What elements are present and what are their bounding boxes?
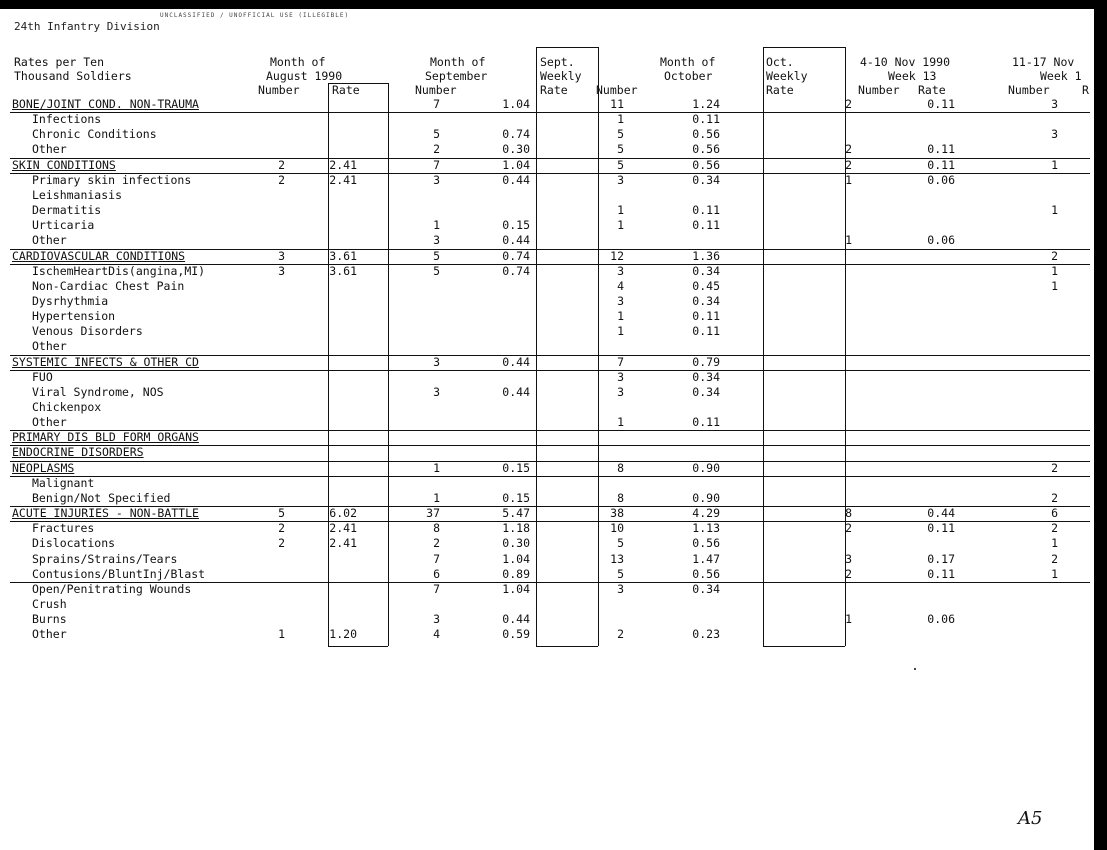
cell-aug-number: 2	[278, 521, 285, 536]
cell-sep-weekly-rate: 0.30	[502, 536, 530, 551]
cell-oct-weekly-rate: 0.11	[692, 203, 720, 218]
cell-oct-number: 1	[617, 203, 624, 218]
sep-number-header: Number	[415, 83, 457, 97]
cell-sep-number: 1	[433, 218, 440, 233]
cell-oct-weekly-rate: 1.13	[692, 521, 720, 536]
cell-nov11-number: 2	[1051, 248, 1058, 263]
aug-number-header: Number	[258, 83, 300, 97]
cell-sep-weekly-rate: 0.59	[502, 627, 530, 642]
cell-nov4-number: 1	[845, 233, 852, 248]
subcategory-label: Other	[32, 142, 67, 157]
cell-aug-number: 1	[278, 627, 285, 642]
cell-oct-number: 3	[617, 581, 624, 596]
row-divider	[10, 506, 1090, 507]
cell-nov4-number: 2	[845, 566, 852, 581]
category-label: NEOPLASMS	[12, 460, 75, 475]
cell-oct-number: 8	[617, 490, 624, 505]
scan-top-border	[0, 0, 1107, 9]
cell-oct-number: 3	[617, 293, 624, 308]
row-divider	[10, 445, 1090, 446]
cell-sep-number: 7	[433, 157, 440, 172]
division-title: 24th Infantry Division	[14, 20, 160, 33]
row-divider	[10, 430, 1090, 431]
subcategory-label: Burns	[32, 612, 67, 627]
cell-oct-number: 11	[610, 97, 624, 111]
cell-oct-number: 13	[610, 551, 624, 566]
cell-sep-number: 5	[433, 263, 440, 278]
subcategory-label: Hypertension	[32, 309, 116, 324]
aug-header-line1: Month of	[270, 55, 326, 69]
cell-aug-number: 5	[278, 506, 285, 521]
category-label: SYSTEMIC INFECTS & OTHER CD	[12, 354, 199, 369]
column-divider	[845, 47, 846, 646]
nov11-number-header: Number	[1008, 83, 1050, 97]
cell-sep-number: 7	[433, 581, 440, 596]
subcategory-label: Leishmaniasis	[32, 187, 123, 202]
cell-sep-weekly-rate: 0.74	[502, 248, 530, 263]
column-divider	[536, 47, 537, 646]
cell-oct-number: 5	[617, 127, 624, 142]
subcategory-label: Other	[32, 415, 67, 430]
cell-oct-number: 12	[610, 248, 624, 263]
cell-sep-number: 1	[433, 460, 440, 475]
cell-nov4-number: 2	[845, 142, 852, 157]
nov4-header-line2: Week 13	[888, 69, 937, 83]
nov4-number-header: Number	[858, 83, 900, 97]
category-label: SKIN CONDITIONS	[12, 157, 116, 172]
sep-weekly-header-line1: Sept.	[540, 55, 575, 69]
cell-sep-weekly-rate: 0.44	[502, 384, 530, 399]
column-box-edge	[536, 47, 598, 48]
cell-oct-number: 5	[617, 536, 624, 551]
cell-sep-number: 3	[433, 172, 440, 187]
cell-nov4-rate: 0.11	[927, 566, 955, 581]
cell-sep-weekly-rate: 1.04	[502, 157, 530, 172]
row-divider	[10, 476, 1090, 477]
cell-sep-weekly-rate: 0.44	[502, 354, 530, 369]
cell-nov11-number: 1	[1051, 566, 1058, 581]
cell-sep-number: 2	[433, 142, 440, 157]
cell-aug-rate: 1.20	[329, 627, 357, 642]
nov4-rate-header: Rate	[918, 83, 946, 97]
cell-oct-number: 3	[617, 263, 624, 278]
cell-oct-number: 1	[617, 112, 624, 127]
column-box-edge	[763, 646, 845, 647]
cell-nov4-rate: 0.17	[927, 551, 955, 566]
subcategory-label: Urticaria	[32, 218, 95, 233]
cell-aug-number: 2	[278, 172, 285, 187]
cell-nov4-number: 2	[845, 521, 852, 536]
cell-sep-number: 7	[433, 97, 440, 111]
cell-sep-number: 4	[433, 627, 440, 642]
cell-nov11-number: 6	[1051, 506, 1058, 521]
cell-oct-number: 5	[617, 157, 624, 172]
cell-oct-weekly-rate: 0.23	[692, 627, 720, 642]
cell-nov4-rate: 0.11	[927, 142, 955, 157]
nov11-header-line1: 11-17 Nov	[1012, 55, 1075, 69]
column-divider	[763, 47, 764, 646]
cell-nov11-number: 1	[1051, 263, 1058, 278]
subcategory-label: FUO	[32, 369, 53, 384]
cell-sep-number: 3	[433, 233, 440, 248]
cell-oct-number: 3	[617, 369, 624, 384]
cell-sep-weekly-rate: 1.18	[502, 521, 530, 536]
category-label: CARDIOVASCULAR CONDITIONS	[12, 248, 186, 263]
cell-nov4-number: 2	[845, 97, 852, 111]
row-divider	[10, 461, 1090, 462]
cell-nov4-number: 1	[845, 612, 852, 627]
cell-oct-weekly-rate: 0.11	[692, 309, 720, 324]
cell-oct-weekly-rate: 0.56	[692, 157, 720, 172]
aug-header-line2: August 1990	[266, 69, 343, 83]
cell-aug-rate: 2.41	[329, 172, 357, 187]
cell-oct-weekly-rate: 0.34	[692, 581, 720, 596]
subcategory-label: Chronic Conditions	[32, 127, 157, 142]
row-divider	[10, 370, 1090, 371]
row-divider	[10, 112, 1090, 113]
cell-oct-number: 1	[617, 218, 624, 233]
oct-number-header: Number	[596, 83, 638, 97]
row-divider	[10, 264, 1090, 265]
cell-oct-number: 1	[617, 415, 624, 430]
cell-sep-weekly-rate: 1.04	[502, 97, 530, 111]
row-divider	[10, 355, 1090, 356]
cell-oct-weekly-rate: 0.56	[692, 127, 720, 142]
column-divider	[328, 83, 329, 646]
subcategory-label: Other	[32, 627, 67, 642]
cell-oct-number: 1	[617, 309, 624, 324]
subcategory-label: Infections	[32, 112, 102, 127]
category-label: ENDOCRINE DISORDERS	[12, 445, 144, 460]
cell-oct-weekly-rate: 0.90	[692, 490, 720, 505]
cell-nov11-number: 1	[1051, 203, 1058, 218]
cell-oct-weekly-rate: 0.56	[692, 566, 720, 581]
cell-nov4-rate: 0.06	[927, 233, 955, 248]
cell-nov4-rate: 0.11	[927, 521, 955, 536]
cell-oct-number: 10	[610, 521, 624, 536]
oct-weekly-header-line2: Weekly	[766, 69, 808, 83]
cell-oct-number: 2	[617, 627, 624, 642]
cell-nov11-number: 1	[1051, 278, 1058, 293]
sep-header-line1: Month of	[430, 55, 486, 69]
row-divider	[10, 158, 1090, 159]
cell-sep-number: 2	[433, 536, 440, 551]
cell-oct-weekly-rate: 4.29	[692, 506, 720, 521]
subcategory-label: Malignant	[32, 475, 95, 490]
column-box-edge	[763, 47, 845, 48]
subcategory-label: Contusions/BluntInj/Blast	[32, 566, 206, 581]
cell-oct-weekly-rate: 0.45	[692, 278, 720, 293]
cell-nov4-number: 8	[845, 506, 852, 521]
cell-nov4-rate: 0.06	[927, 172, 955, 187]
subcategory-label: Sprains/Strains/Tears	[32, 551, 178, 566]
cell-sep-number: 3	[433, 384, 440, 399]
aug-rate-header: Rate	[332, 83, 360, 97]
cell-oct-weekly-rate: 1.47	[692, 551, 720, 566]
cell-nov11-number: 2	[1051, 460, 1058, 475]
cell-sep-weekly-rate: 0.15	[502, 460, 530, 475]
cell-aug-rate: 3.61	[329, 248, 357, 263]
cell-oct-weekly-rate: 0.34	[692, 369, 720, 384]
cell-oct-weekly-rate: 1.36	[692, 248, 720, 263]
cell-nov11-number: 2	[1051, 551, 1058, 566]
cell-nov11-number: 3	[1051, 127, 1058, 142]
sep-header-line2: September	[425, 69, 488, 83]
row-label-header-line1: Rates per Ten	[14, 55, 105, 69]
cell-sep-number: 1	[433, 490, 440, 505]
category-label: PRIMARY DIS BLD FORM ORGANS	[12, 430, 199, 445]
oct-weekly-header-line1: Oct.	[766, 55, 794, 69]
nov11-header-line2: Week 1	[1040, 69, 1082, 83]
cell-oct-weekly-rate: 0.56	[692, 142, 720, 157]
cell-oct-number: 7	[617, 354, 624, 369]
subcategory-label: Viral Syndrome, NOS	[32, 384, 164, 399]
cell-oct-number: 5	[617, 142, 624, 157]
cell-oct-number: 1	[617, 324, 624, 339]
cell-sep-number: 8	[433, 521, 440, 536]
cell-nov4-number: 2	[845, 157, 852, 172]
cell-nov11-number: 1	[1051, 157, 1058, 172]
nov11-rate-header: R	[1082, 83, 1089, 97]
cell-oct-weekly-rate: 0.11	[692, 218, 720, 233]
cell-oct-number: 38	[610, 506, 624, 521]
cell-sep-number: 7	[433, 551, 440, 566]
cell-aug-number: 3	[278, 248, 285, 263]
cell-oct-weekly-rate: 0.34	[692, 263, 720, 278]
oct-header-line2: October	[664, 69, 713, 83]
cell-oct-weekly-rate: 0.11	[692, 415, 720, 430]
subcategory-label: Dermatitis	[32, 203, 102, 218]
cell-aug-number: 2	[278, 157, 285, 172]
cell-sep-weekly-rate: 0.44	[502, 612, 530, 627]
cell-nov4-rate: 0.06	[927, 612, 955, 627]
subcategory-label: Dysrhythmia	[32, 293, 109, 308]
cell-oct-weekly-rate: 0.34	[692, 384, 720, 399]
cell-nov4-rate: 0.11	[927, 97, 955, 111]
cell-nov4-number: 3	[845, 551, 852, 566]
cell-oct-number: 8	[617, 460, 624, 475]
sep-weekly-rate-header: Rate	[540, 83, 568, 97]
cell-sep-weekly-rate: 0.30	[502, 142, 530, 157]
row-divider	[10, 173, 1090, 174]
cell-sep-weekly-rate: 0.15	[502, 218, 530, 233]
subcategory-label: Dislocations	[32, 536, 116, 551]
cell-oct-number: 3	[617, 172, 624, 187]
cell-sep-number: 6	[433, 566, 440, 581]
page-mark-handwritten: A5	[1018, 808, 1043, 829]
cell-nov11-number: 3	[1051, 97, 1058, 111]
oct-header-line1: Month of	[660, 55, 716, 69]
subcategory-label: Benign/Not Specified	[32, 490, 171, 505]
cell-aug-number: 2	[278, 536, 285, 551]
cell-oct-weekly-rate: 0.90	[692, 460, 720, 475]
cell-nov11-number: 2	[1051, 490, 1058, 505]
oct-weekly-rate-header: Rate	[766, 83, 794, 97]
cell-sep-weekly-rate: 0.74	[502, 127, 530, 142]
subcategory-label: Crush	[32, 596, 67, 611]
scan-speck	[914, 668, 916, 670]
cell-oct-weekly-rate: 0.11	[692, 324, 720, 339]
cell-sep-weekly-rate: 0.74	[502, 263, 530, 278]
subcategory-label: Non-Cardiac Chest Pain	[32, 278, 185, 293]
cell-aug-rate: 6.02	[329, 506, 357, 521]
cell-oct-weekly-rate: 0.11	[692, 112, 720, 127]
column-box-edge	[328, 646, 388, 647]
subcategory-label: Chickenpox	[32, 400, 102, 414]
cell-oct-number: 5	[617, 566, 624, 581]
subcategory-label: Primary skin infections	[32, 172, 192, 187]
cell-sep-weekly-rate: 0.15	[502, 490, 530, 505]
cell-oct-weekly-rate: 1.24	[692, 97, 720, 111]
cell-sep-weekly-rate: 0.89	[502, 566, 530, 581]
cell-oct-weekly-rate: 0.34	[692, 293, 720, 308]
cell-oct-weekly-rate: 0.56	[692, 536, 720, 551]
cell-sep-weekly-rate: 1.04	[502, 581, 530, 596]
subcategory-label: Other	[32, 233, 67, 248]
cell-sep-weekly-rate: 0.44	[502, 233, 530, 248]
row-divider	[10, 582, 1090, 583]
subcategory-label: Open/Penitrating Wounds	[32, 581, 192, 596]
nov4-header-line1: 4-10 Nov 1990	[860, 55, 951, 69]
row-divider	[10, 249, 1090, 250]
cell-nov4-rate: 0.11	[927, 157, 955, 172]
column-divider	[388, 83, 389, 646]
column-box-edge	[328, 83, 388, 84]
cell-aug-rate: 2.41	[329, 157, 357, 172]
cell-oct-weekly-rate: 0.34	[692, 172, 720, 187]
cell-nov11-number: 1	[1051, 536, 1058, 551]
category-label: ACUTE INJURIES - NON-BATTLE	[12, 506, 199, 521]
subcategory-label: Fractures	[32, 521, 95, 536]
classification-header: UNCLASSIFIED / UNOFFICIAL USE (ILLEGIBLE)	[160, 12, 350, 19]
cell-aug-rate: 2.41	[329, 521, 357, 536]
cell-oct-number: 4	[617, 278, 624, 293]
cell-sep-weekly-rate: 1.04	[502, 551, 530, 566]
cell-nov4-rate: 0.44	[927, 506, 955, 521]
cell-sep-number: 3	[433, 354, 440, 369]
column-divider	[598, 47, 599, 646]
sep-weekly-header-line2: Weekly	[540, 69, 582, 83]
subcategory-label: Other	[32, 339, 67, 354]
cell-sep-number: 5	[433, 127, 440, 142]
cell-aug-rate: 2.41	[329, 536, 357, 551]
column-box-edge	[536, 646, 598, 647]
cell-aug-number: 3	[278, 263, 285, 278]
category-label: BONE/JOINT COND. NON-TRAUMA	[12, 97, 199, 111]
cell-oct-weekly-rate: 0.79	[692, 354, 720, 369]
subcategory-label: Venous Disorders	[32, 324, 143, 339]
cell-sep-weekly-rate: 5.47	[502, 506, 530, 521]
cell-nov4-number: 1	[845, 172, 852, 187]
cell-nov11-number: 2	[1051, 521, 1058, 536]
row-divider	[10, 521, 1090, 522]
cell-sep-number: 5	[433, 248, 440, 263]
subcategory-label: IschemHeartDis(angina,MI)	[32, 263, 206, 278]
cell-aug-rate: 3.61	[329, 263, 357, 278]
scan-right-border	[1094, 0, 1107, 850]
cell-oct-number: 3	[617, 384, 624, 399]
cell-sep-number: 37	[426, 506, 440, 521]
cell-sep-number: 3	[433, 612, 440, 627]
row-label-header-line2: Thousand Soldiers	[14, 69, 132, 83]
cell-sep-weekly-rate: 0.44	[502, 172, 530, 187]
